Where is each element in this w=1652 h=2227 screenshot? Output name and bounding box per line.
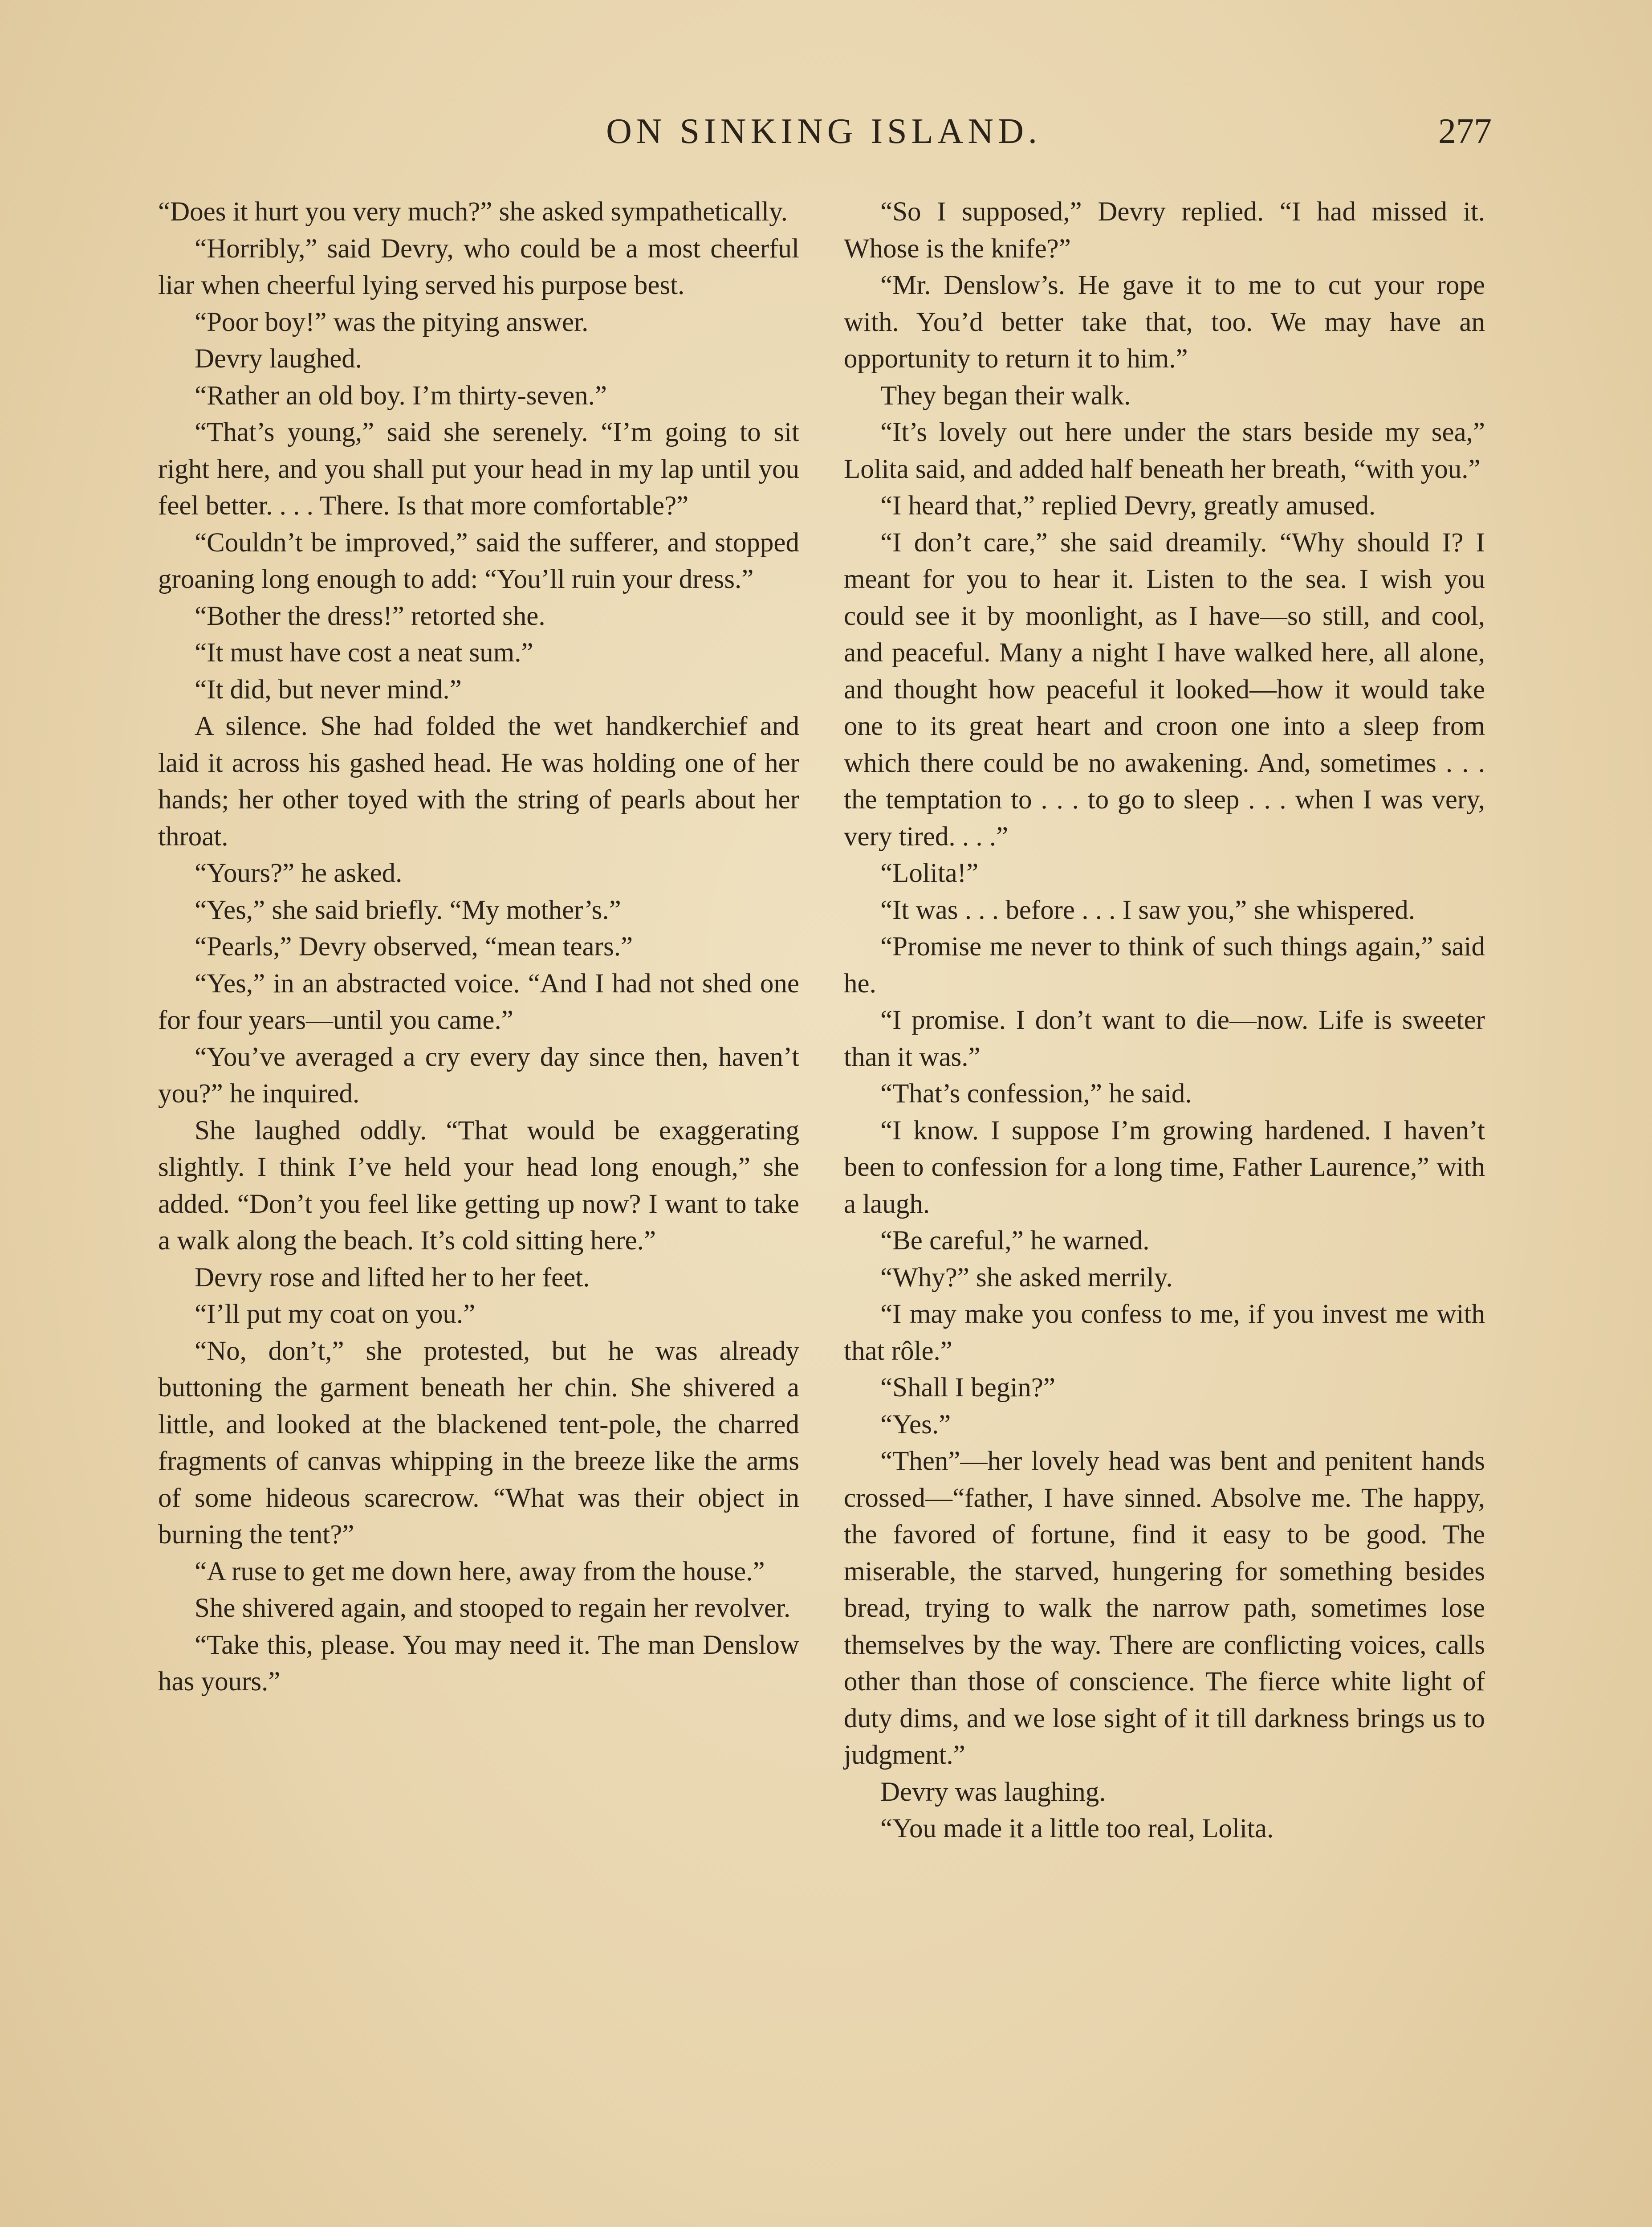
paragraph: “No, don’t,” she protested, but he was already buttoning the garment beneath her chin. She shivered a little, and looked at the blackened tent-pole, the charred fragments of canvas whipping in the breeze like the arms of some hideous scarecrow. “What was their object in burning the tent?”: [158, 1336, 799, 1550]
paragraph: A silence. She had folded the wet handkerchief and laid it across his gashed head. He was holding one of her hands; her other toyed with the string of pearls about her throat.: [158, 711, 799, 852]
paragraph: “Yes,” she said briefly. “My mother’s.”: [195, 895, 621, 925]
page-number: 277: [1438, 112, 1492, 151]
paragraph: “Yours?” he asked.: [195, 858, 403, 888]
paragraph: Devry was laughing.: [880, 1777, 1106, 1807]
paragraph: “Why?” she asked merrily.: [880, 1262, 1173, 1293]
paragraph: Devry laughed.: [195, 344, 362, 374]
running-title: ON SINKING ISLAND.: [606, 112, 1042, 151]
page-header: [156, 111, 1492, 165]
paragraph: “I may make you confess to me, if you invest me with that rôle.”: [844, 1299, 1485, 1366]
paragraph: “Promise me never to think of such things again,” said he.: [844, 932, 1485, 999]
paragraph: “That’s young,” said she serenely. “I’m going to sit right here, and you shall put your head in my lap until you feel better. . . . There. Is that more comfortable?”: [158, 417, 799, 521]
right-column: [844, 194, 1485, 1848]
paragraph: “Rather an old boy. I’m thirty-seven.”: [195, 380, 607, 411]
paragraph: “I don’t care,” she said dreamily. “Why should I? I meant for you to hear it. Listen to the sea. I wish you could see it by moonlight, as I have—so still, and cool, and peaceful. Many a night I have walked here, all alone, and thought how peaceful it looked—how it would take one to its great heart and croon one into a sleep from which there could be no awakening. And, sometimes . . . the temptation to . . . to go to sleep . . . when I was very, very tired. . . .”: [844, 527, 1485, 852]
paragraph: “Be careful,” he warned.: [880, 1226, 1150, 1256]
paragraph: “It’s lovely out here under the stars beside my sea,” Lolita said, and added half beneath her breath, “with you.”: [844, 417, 1485, 484]
paragraph: “It was . . . before . . . I saw you,” she whispered.: [880, 895, 1415, 925]
paragraph: “Bother the dress!” retorted she.: [195, 601, 545, 631]
paragraph: “Couldn’t be improved,” said the sufferer, and stopped groaning long enough to add: “You’ll ruin your dress.”: [158, 527, 799, 594]
paragraph: “Shall I begin?”: [880, 1373, 1055, 1403]
paragraph: “That’s confession,” he said.: [880, 1079, 1192, 1109]
paragraph: “I promise. I don’t want to die—now. Life is sweeter than it was.”: [844, 1005, 1485, 1072]
paragraph: “Take this, please. You may need it. The man Denslow has yours.”: [158, 1630, 799, 1697]
paragraph: “Then”—her lovely head was bent and penitent hands crossed—“father, I have sinned. Absolve me. The happy, the favored of fortune, find it easy to be good. The miserable, the starved, hungering for something besides bread, trying to walk the narrow path, sometimes lose themselves by the way. There are conflicting voices, calls other than those of conscience. The fierce white light of duty dims, and we lose sight of it till darkness brings us to judgment.”: [844, 1446, 1485, 1770]
paragraph: She laughed oddly. “That would be exaggerating slightly. I think I’ve held your head long enough,” she added. “Don’t you feel like getting up now? I want to take a walk along the beach. It’s cold sitting here.”: [158, 1115, 799, 1256]
paragraph: “So I supposed,” Devry replied. “I had missed it. Whose is the knife?”: [844, 197, 1485, 264]
paragraph: “Poor boy!” was the pitying answer.: [195, 307, 589, 337]
paragraph: “I’ll put my coat on you.”: [195, 1299, 476, 1329]
paragraph: “I heard that,” replied Devry, greatly amused.: [880, 491, 1376, 521]
paragraph: She shivered again, and stooped to regain her revolver.: [195, 1593, 791, 1623]
paragraph: “Does it hurt you very much?” she asked sympathetically.: [158, 197, 788, 227]
paragraph: “Lolita!”: [880, 858, 979, 888]
left-column: [158, 194, 799, 1701]
paragraph: They began their walk.: [880, 380, 1131, 411]
paragraph: “Horribly,” said Devry, who could be a most cheerful liar when cheerful lying served his purpose best.: [158, 233, 799, 300]
paragraph: “You’ve averaged a cry every day since then, haven’t you?” he inquired.: [158, 1042, 799, 1109]
paragraph: “You made it a little too real, Lolita.: [880, 1814, 1274, 1844]
paragraph: “I know. I suppose I’m growing hardened. I haven’t been to confession for a long time, Father Laurence,” with a laugh.: [844, 1115, 1485, 1219]
paragraph: “Mr. Denslow’s. He gave it to me to cut your rope with. You’d better take that, too. We may have an opportunity to return it to him.”: [844, 270, 1485, 374]
paragraph: “A ruse to get me down here, away from the house.”: [195, 1556, 765, 1587]
paragraph: “Pearls,” Devry observed, “mean tears.”: [195, 932, 633, 962]
paragraph: “It did, but never mind.”: [195, 674, 462, 705]
paragraph: “Yes.”: [880, 1409, 951, 1440]
paragraph: “It must have cost a neat sum.”: [195, 638, 533, 668]
paragraph: Devry rose and lifted her to her feet.: [195, 1262, 590, 1293]
paragraph: “Yes,” in an abstracted voice. “And I had not shed one for four years—until you came.”: [158, 968, 799, 1035]
